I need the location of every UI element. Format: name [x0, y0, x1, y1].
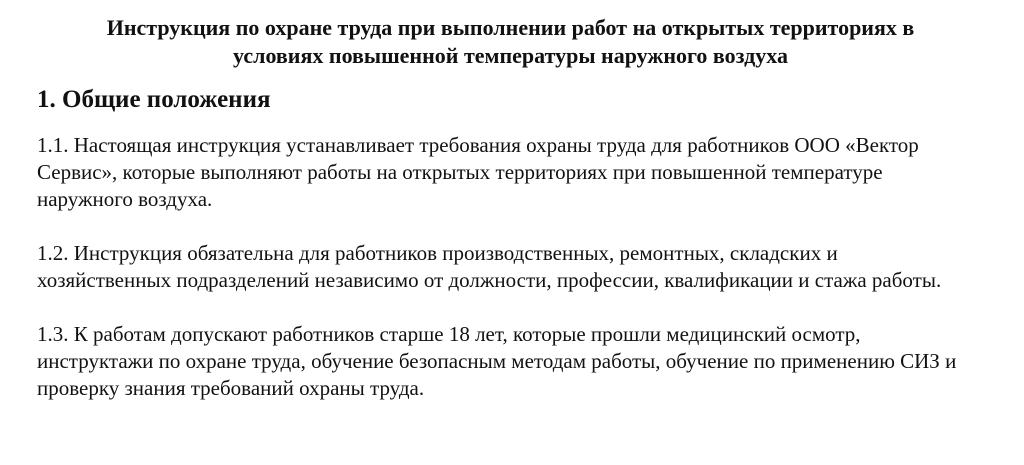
paragraph-1-2: 1.2. Инструкция обязательна для работников производственных, ремонтных, складских и хозяйственных подразделений независимо от должности, профессии, квалификации и стажа работы.: [37, 241, 942, 292]
paragraph-1-1: 1.1. Настоящая инструкция устанавливает требования охраны труда для работников ООО «Вектор Сервис», которые выполняют работы на открытых территориях при повышенной температуре наружного воздуха.: [37, 133, 919, 211]
paragraph-1-3: 1.3. К работам допускают работников старше 18 лет, которые прошли медицинский осмотр, инструктажи по охране труда, обучение безопасным методам работы, обучение по применению СИЗ и проверку знания требований охраны труда.: [37, 322, 957, 400]
document-title: Инструкция по охране труда при выполнении работ на открытых территориях в условиях повышенной температуры наружного воздуха: [106, 15, 915, 68]
section-heading: 1. Общие положения: [37, 86, 271, 113]
